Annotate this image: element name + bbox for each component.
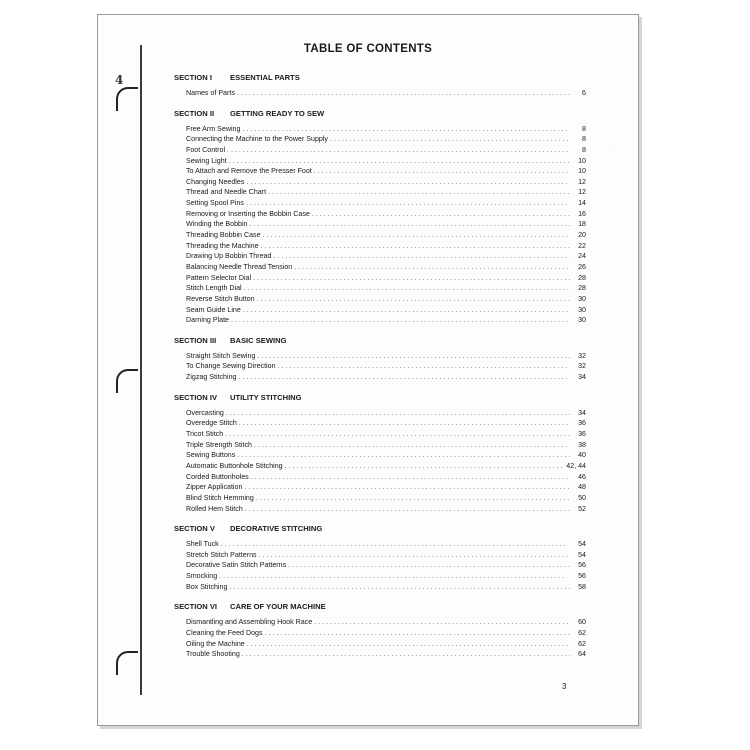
toc-entry	[186, 187, 586, 198]
dot-leader	[254, 440, 570, 451]
entry-page: 10	[578, 167, 586, 176]
entry-page: 54	[578, 540, 586, 549]
dot-leader	[256, 493, 570, 504]
entry-page: 10	[578, 156, 586, 165]
entry-page: 22	[578, 241, 586, 250]
entry-page: 40	[578, 451, 586, 460]
dot-leader	[257, 294, 570, 305]
page-title: TABLE OF CONTENTS	[303, 43, 433, 55]
entry-page: 34	[578, 373, 586, 382]
dot-leader	[231, 315, 570, 326]
toc-entry	[186, 124, 586, 135]
entry-title: Sewing Light	[186, 156, 227, 165]
section-heading	[174, 392, 586, 404]
punch-hole-icon	[116, 87, 138, 111]
manual-page	[97, 14, 639, 726]
dot-leader	[242, 124, 570, 135]
entry-page: 46	[578, 472, 586, 481]
entry-title: Rolled Hem Stitch	[186, 504, 243, 513]
entry-page: 8	[582, 145, 586, 154]
entry-title: Triple Strength Stitch	[186, 440, 252, 449]
toc-entry	[186, 156, 586, 167]
toc-entry	[186, 361, 586, 372]
entry-page: 54	[578, 550, 586, 559]
margin-number: 4	[115, 73, 124, 87]
entry-title: Stretch Stitch Patterns	[186, 550, 257, 559]
section-number: SECTION III	[174, 335, 217, 345]
toc-entry	[186, 315, 586, 326]
entry-title: Overedge Stitch	[186, 419, 237, 428]
section-heading	[174, 108, 586, 120]
toc-entry	[186, 372, 586, 383]
entry-page: 38	[578, 440, 586, 449]
toc-entry	[186, 145, 586, 156]
entry-page: 48	[578, 483, 586, 492]
entry-page: 64	[578, 650, 586, 659]
toc-entry	[186, 262, 586, 273]
dot-leader	[257, 351, 570, 362]
entry-page: 12	[578, 188, 586, 197]
entry-title: Reverse Stitch Button	[186, 294, 255, 303]
entry-title: Drawing Up Bobbin Thread	[186, 252, 272, 261]
entry-title: Shell Tuck	[186, 540, 219, 549]
toc-entry	[186, 418, 586, 429]
toc-entry	[186, 472, 586, 483]
toc-section	[174, 72, 586, 99]
toc-entry	[186, 177, 586, 188]
dot-leader	[244, 283, 570, 294]
toc-entry	[186, 482, 586, 493]
toc-entry	[186, 582, 586, 593]
toc-entry	[186, 649, 586, 660]
dot-leader	[285, 461, 565, 472]
dot-leader	[221, 539, 570, 550]
entry-title: Cleaning the Feed Dogs	[186, 628, 263, 637]
dot-leader	[225, 429, 570, 440]
section-number: SECTION VI	[174, 602, 218, 612]
entry-title: Overcasting	[186, 408, 224, 417]
toc-section	[174, 392, 586, 514]
toc-entry	[186, 560, 586, 571]
dot-leader	[251, 472, 570, 483]
entry-page: 56	[578, 561, 586, 570]
entry-title: Threading Bobbin Case	[186, 231, 261, 240]
entry-title: Threading the Machine	[186, 241, 259, 250]
entry-page: 30	[578, 316, 586, 325]
dot-leader	[253, 273, 570, 284]
toc-entry	[186, 639, 586, 650]
entry-page: 28	[578, 284, 586, 293]
toc-entry	[186, 294, 586, 305]
section-name: UTILITY STITCHING	[230, 392, 302, 402]
section-name: CARE OF YOUR MACHINE	[230, 602, 326, 612]
entry-title: Oiling the Machine	[186, 639, 245, 648]
dot-leader	[239, 418, 570, 429]
section-name: GETTING READY TO SEW	[230, 108, 325, 118]
section-name: DECORATIVE STITCHING	[230, 524, 323, 534]
dot-leader	[238, 372, 570, 383]
toc-entry	[186, 251, 586, 262]
toc-entry	[186, 219, 586, 230]
entry-title: Winding the Bobbin	[186, 220, 248, 229]
entry-page: 52	[578, 504, 586, 513]
entry-title: Free Arm Sewing	[186, 124, 241, 133]
punch-hole-icon	[116, 369, 138, 393]
toc-entry	[186, 450, 586, 461]
entry-page: 20	[578, 231, 586, 240]
entry-title: Dismantling and Assembling Hook Race	[186, 618, 313, 627]
toc-section	[174, 601, 586, 660]
entry-page: 6	[582, 89, 586, 97]
entry-title: Names of Parts	[186, 89, 235, 97]
entry-page: 16	[578, 209, 586, 218]
section-heading	[174, 523, 586, 535]
entry-page: 42, 44	[566, 461, 586, 470]
entry-page: 60	[578, 618, 586, 627]
toc-entry	[186, 166, 586, 177]
dot-leader	[330, 134, 570, 145]
dot-leader	[278, 361, 570, 372]
dot-leader	[229, 156, 570, 167]
toc-entry	[186, 283, 586, 294]
entry-title: Removing or Inserting the Bobbin Case	[186, 209, 310, 218]
entry-page: 8	[582, 124, 586, 133]
entry-page: 50	[578, 493, 586, 502]
entry-title: Changing Needles	[186, 177, 245, 186]
punch-hole-icon	[116, 651, 138, 675]
toc-section	[174, 335, 586, 383]
dot-leader	[314, 617, 570, 628]
dot-leader	[246, 198, 570, 209]
toc-entry	[186, 88, 586, 99]
dot-leader	[263, 230, 570, 241]
entry-page: 28	[578, 273, 586, 282]
section-number: SECTION II	[174, 108, 215, 118]
section-number: SECTION V	[174, 524, 215, 534]
dot-leader	[288, 560, 570, 571]
dot-leader	[245, 504, 570, 515]
toc-entry	[186, 134, 586, 145]
dot-leader	[237, 450, 570, 461]
dot-leader	[265, 628, 570, 639]
entry-title: To Change Sewing Direction	[186, 362, 276, 371]
dot-leader	[226, 408, 570, 419]
dot-leader	[227, 145, 570, 156]
entry-title: Box Stitching	[186, 582, 228, 591]
entry-title: Setting Spool Pins	[186, 199, 244, 208]
entry-page: 34	[578, 408, 586, 417]
entry-title: Decorative Satin Stitch Patterns	[186, 561, 287, 570]
section-name: BASIC SEWING	[230, 335, 287, 345]
toc-entry	[186, 408, 586, 419]
entry-title: Darning Plate	[186, 316, 229, 325]
entry-page: 24	[578, 252, 586, 261]
entry-page: 36	[578, 419, 586, 428]
dot-leader	[312, 209, 570, 220]
toc-entry	[186, 571, 586, 582]
page-speck: ·	[613, 143, 615, 149]
toc-section	[174, 108, 586, 326]
dot-leader	[268, 187, 570, 198]
entry-title: Straight Stitch Sewing	[186, 351, 256, 360]
entry-title: Corded Buttonholes	[186, 472, 249, 481]
entry-page: 62	[578, 628, 586, 637]
toc-entry	[186, 504, 586, 515]
page-number: 3	[562, 682, 567, 691]
entry-page: 32	[578, 351, 586, 360]
toc-entry	[186, 628, 586, 639]
toc-entry	[186, 230, 586, 241]
entry-title: Sewing Buttons	[186, 451, 236, 460]
entry-title: Foot Control	[186, 145, 226, 154]
entry-title: Smocking	[186, 572, 218, 581]
entry-title: Thread and Needle Chart	[186, 188, 267, 197]
toc-entry	[186, 493, 586, 504]
entry-page: 26	[578, 262, 586, 271]
entry-title: Pattern Selector Dial	[186, 273, 252, 282]
toc-entry	[186, 273, 586, 284]
entry-title: Automatic Buttonhole Stitching	[186, 461, 283, 470]
toc-entry	[186, 461, 586, 472]
toc-entry	[186, 351, 586, 362]
entry-title: Seam Guide Line	[186, 305, 241, 314]
entry-page: 36	[578, 430, 586, 439]
section-name: ESSENTIAL PARTS	[230, 73, 300, 82]
entry-page: 14	[578, 199, 586, 208]
toc-entry	[186, 550, 586, 561]
section-heading	[174, 601, 586, 613]
dot-leader	[261, 241, 570, 252]
section-number: SECTION IV	[174, 392, 218, 402]
dot-leader	[242, 649, 570, 660]
entry-title: Balancing Needle Thread Tension	[186, 262, 293, 271]
dot-leader	[244, 482, 570, 493]
entry-title: Tricot Stitch	[186, 430, 224, 439]
entry-page: 56	[578, 572, 586, 581]
dot-leader	[229, 582, 570, 593]
toc-entry	[186, 429, 586, 440]
dot-leader	[247, 639, 570, 650]
entry-title: To Attach and Remove the Presser Foot	[186, 167, 312, 176]
entry-page: 8	[582, 135, 586, 144]
entry-page: 18	[578, 220, 586, 229]
entry-title: Zipper Application	[186, 483, 243, 492]
entry-page: 30	[578, 294, 586, 303]
dot-leader	[237, 88, 570, 99]
toc-entry	[186, 440, 586, 451]
entry-page: 58	[578, 582, 586, 591]
binding-line	[140, 45, 142, 695]
section-number: SECTION I	[174, 73, 212, 82]
toc-entry	[186, 539, 586, 550]
entry-title: Blind Stitch Hemming	[186, 493, 254, 502]
toc-section	[174, 523, 586, 592]
dot-leader	[250, 219, 570, 230]
dot-leader	[294, 262, 570, 273]
entry-page: 62	[578, 639, 586, 648]
toc-entry	[186, 617, 586, 628]
entry-title: Zigzag Stitching	[186, 373, 237, 382]
dot-leader	[314, 166, 570, 177]
section-heading	[174, 72, 586, 84]
entry-page: 12	[578, 177, 586, 186]
dot-leader	[246, 177, 570, 188]
table-of-contents	[174, 72, 586, 669]
toc-entry	[186, 241, 586, 252]
entry-page: 32	[578, 362, 586, 371]
dot-leader	[273, 251, 570, 262]
dot-leader	[259, 550, 570, 561]
toc-entry	[186, 198, 586, 209]
dot-leader	[243, 305, 570, 316]
section-heading	[174, 335, 586, 347]
toc-entry	[186, 209, 586, 220]
entry-title: Connecting the Machine to the Power Supply	[186, 135, 328, 144]
entry-page: 30	[578, 305, 586, 314]
toc-entry	[186, 305, 586, 316]
entry-title: Trouble Shooting	[186, 650, 240, 659]
entry-title: Stitch Length Dial	[186, 284, 242, 293]
dot-leader	[219, 571, 570, 582]
